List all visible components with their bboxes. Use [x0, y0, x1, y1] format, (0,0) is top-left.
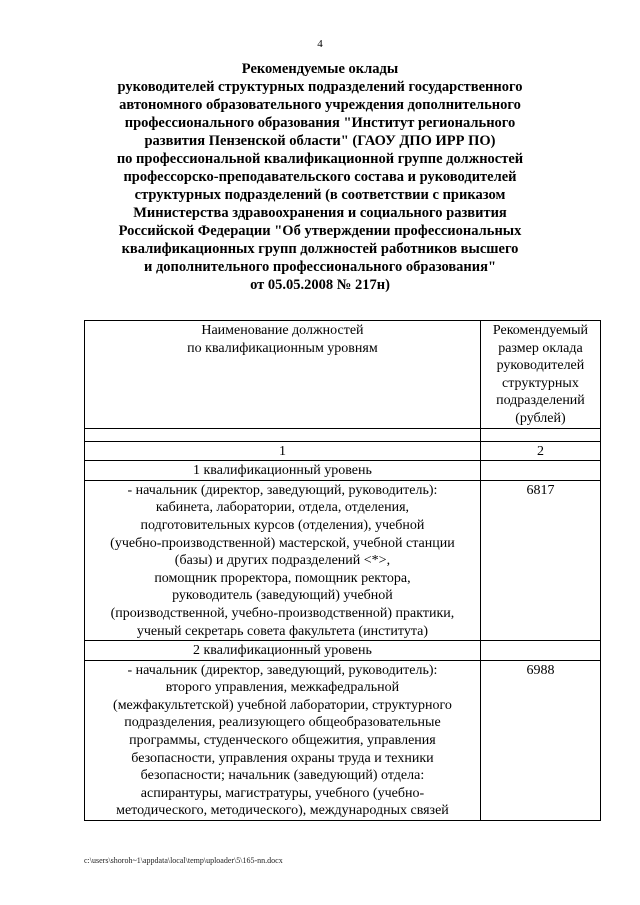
- salary-value: 6817: [480, 480, 600, 640]
- salary-value: 6988: [480, 660, 600, 820]
- table-header-row: [85, 321, 601, 429]
- position-line: подразделения, реализующего общеобразовательные: [124, 715, 441, 731]
- header-text: руководителей: [496, 358, 585, 374]
- position-line: подготовительных курсов (отделения), учебной: [140, 517, 425, 533]
- position-line: второго управления, межкафедральной: [165, 680, 400, 696]
- position-line: безопасности; начальник (заведующий) отдела:: [140, 768, 425, 784]
- position-line: ученый секретарь совета факультета (института): [136, 623, 428, 639]
- position-line: программы, студенческого общежития, управления: [129, 733, 436, 749]
- title-line: автономного образовательного учреждения дополнительного: [119, 97, 521, 113]
- column-number: 2: [480, 441, 600, 461]
- position-line: (производственной, учебно-производственной) практики,: [110, 605, 455, 621]
- title-line: Рекомендуемые оклады: [241, 61, 399, 77]
- header-text: подразделений: [496, 393, 585, 409]
- position-line: методического, методического), международных связей: [116, 803, 449, 819]
- salary-table: [84, 320, 601, 821]
- header-text: Рекомендуемый: [492, 323, 588, 338]
- position-line: - начальник (директор, заведующий, руководитель):: [127, 662, 438, 678]
- position-line: руководитель (заведующий) учебной: [172, 588, 393, 604]
- header-text: по квалификационным уровням: [187, 340, 378, 356]
- title-line: от 05.05.2008 № 217н): [250, 277, 390, 293]
- column-number: 1: [85, 441, 481, 461]
- title-line: Российской Федерации "Об утверждении профессиональных: [118, 223, 522, 239]
- title-line: профессорско-преподавательского состава и руководителей: [123, 169, 517, 185]
- level-2-title-row: [85, 641, 601, 661]
- position-line: (базы) и других подразделений <*>,: [174, 553, 391, 569]
- level-title: 2 квалификационный уровень: [85, 641, 481, 661]
- title-line: руководителей структурных подразделений государственного: [117, 79, 523, 95]
- position-line: - начальник (директор, заведующий, руководитель):: [127, 482, 438, 498]
- header-text: структурных: [502, 375, 579, 391]
- title-line: развития Пензенской области" (ГАОУ ДПО ИРР ПО): [144, 133, 496, 149]
- position-line: безопасности, управления охраны труда и техники: [131, 750, 434, 766]
- level-2-row: [85, 660, 601, 820]
- column-number-row: [85, 441, 601, 461]
- position-line: кабинета, лаборатории, отдела, отделения,: [155, 500, 410, 516]
- empty-cell: [480, 641, 600, 661]
- positions-cell: [85, 480, 481, 640]
- header-salary-cell: [480, 321, 600, 429]
- title-line: структурных подразделений (в соответствии с приказом: [134, 187, 506, 203]
- position-line: (межфакультетской) учебной лаборатории, структурного: [113, 697, 452, 713]
- positions-cell: [85, 660, 481, 820]
- position-line: (учебно-производственной) мастерской, учебной станции: [110, 535, 455, 551]
- position-line: аспирантуры, магистратуры, учебного (учебно-: [140, 785, 425, 801]
- document-title: [84, 60, 556, 294]
- header-text: Наименование должностей: [201, 323, 364, 338]
- title-line: квалификационных групп должностей работников высшего: [121, 241, 519, 257]
- title-line: по профессиональной квалификационной группе должностей: [116, 151, 524, 167]
- header-positions-cell: [85, 321, 481, 429]
- empty-cell: [480, 461, 600, 481]
- header-text: размер оклада: [498, 340, 583, 356]
- title-line: Министерства здравоохранения и социального развития: [133, 205, 507, 221]
- level-1-title-row: [85, 461, 601, 481]
- header-text: (рублей): [515, 410, 566, 426]
- file-path-footer: c:\users\shoroh~1\appdata\local\temp\uploader\5\165-nn.docx: [84, 856, 283, 865]
- title-line: профессионального образования "Институт регионального: [124, 115, 516, 131]
- table-separator: [85, 428, 601, 441]
- level-1-row: [85, 480, 601, 640]
- title-line: и дополнительного профессионального образования": [143, 259, 497, 275]
- page-number: 4: [317, 38, 323, 50]
- level-title: 1 квалификационный уровень: [85, 461, 481, 481]
- position-line: помощник проректора, помощник ректора,: [154, 570, 411, 586]
